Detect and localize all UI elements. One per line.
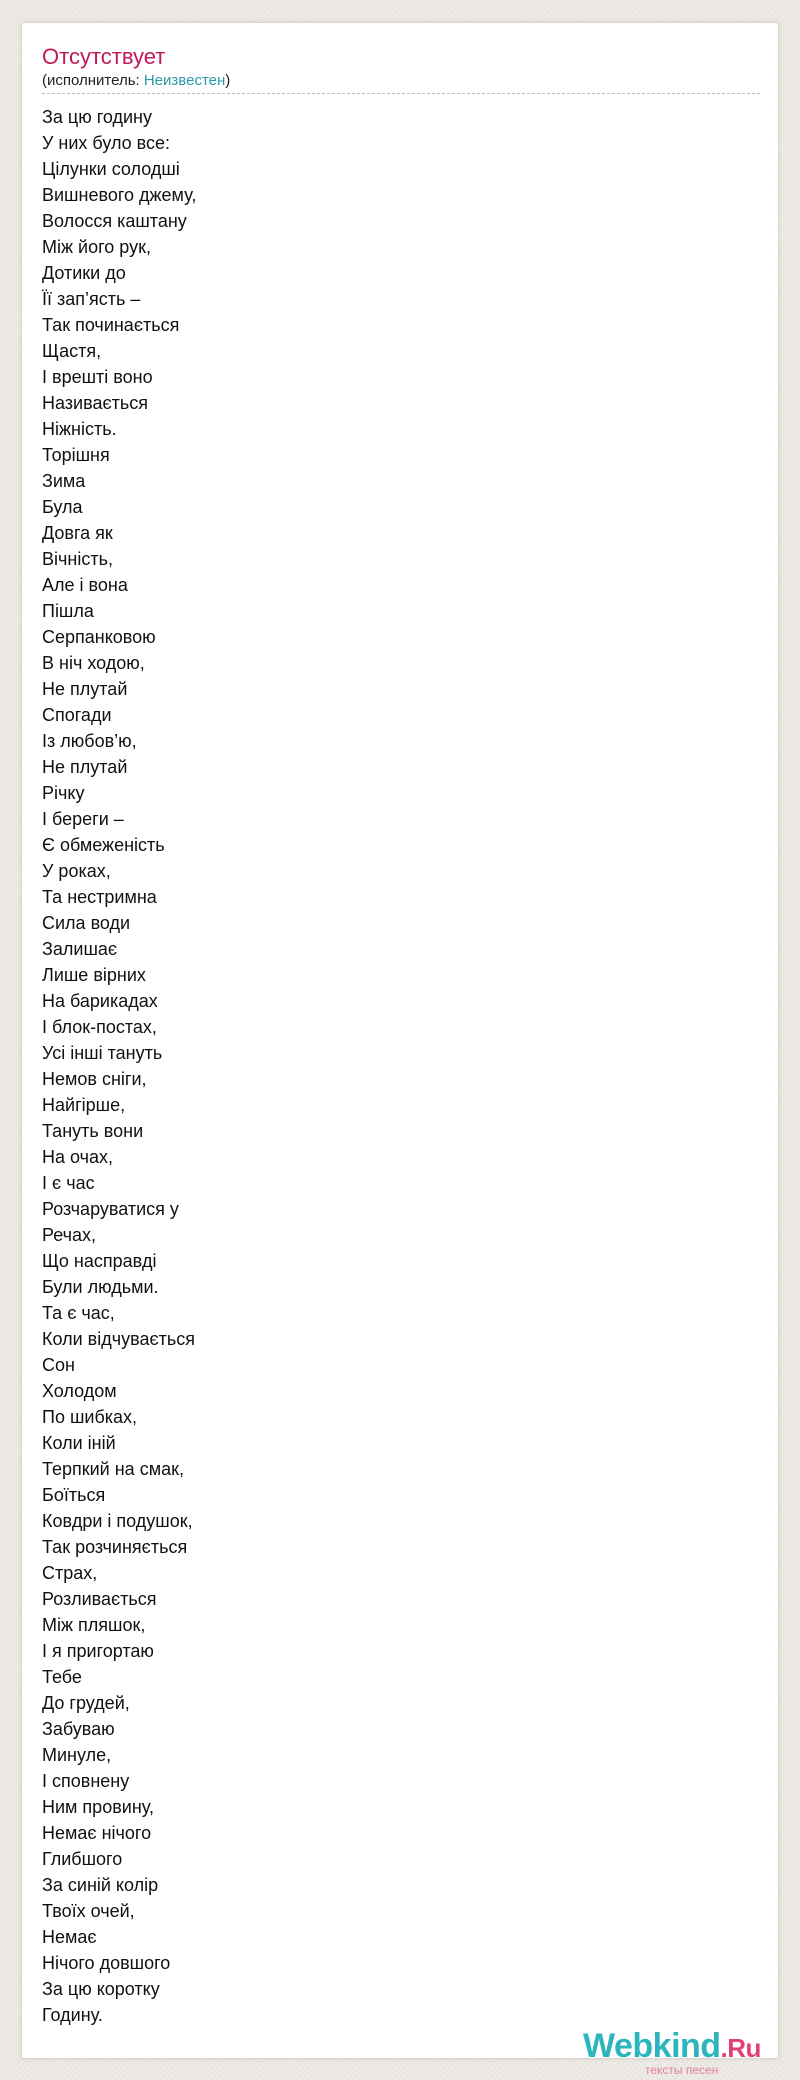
lyric-line: Торішня [42,445,110,465]
lyric-line: Її зап’ясть – [42,289,141,309]
lyric-line: До грудей, [42,1693,130,1713]
lyric-line: Коли відчувається [42,1329,196,1349]
lyric-line: Називається [42,393,149,413]
lyric-line: Холодом [42,1381,117,1401]
lyric-line: І сповнену [42,1771,130,1791]
lyric-line: Є обмеженість [42,835,165,855]
lyric-line: І блок-постах, [42,1017,157,1037]
artist-suffix: ) [225,72,231,89]
artist-prefix: (исполнитель: [42,72,144,89]
lyric-line: Ніжність. [42,419,117,439]
lyric-line: У роках, [42,861,111,881]
lyric-line: Щастя, [42,341,102,361]
lyric-line: І я пригортаю [42,1641,154,1661]
lyric-line: Між його рук, [42,237,151,257]
lyric-line: Немає нічого [42,1823,152,1843]
lyric-line: Страх, [42,1563,98,1583]
lyric-line: Ним провину, [42,1797,154,1817]
lyric-line: За цю коротку [42,1979,160,1999]
lyric-line: За синій колір [42,1875,159,1895]
lyric-line: Пішла [42,601,94,621]
lyric-line: Та є час, [42,1303,115,1323]
lyric-line: В ніч ходою, [42,653,145,673]
lyric-line: Цілунки солодші [42,159,180,179]
lyric-line: Розчаруватися у [42,1199,179,1219]
lyric-line: Так починається [42,315,180,335]
lyrics-card [21,22,779,2059]
lyric-line: І є час [42,1173,95,1193]
logo-tagline: тексты песен [645,2063,719,2077]
lyric-line: У них було все: [42,133,171,153]
lyric-line: Нічого довшого [42,1953,171,1973]
lyric-line: І врешті воно [42,367,153,387]
lyric-line: Серпанковою [42,627,156,647]
lyric-line: Що насправді [42,1251,157,1271]
lyric-line: Боїться [42,1485,106,1505]
lyric-line: Речах, [42,1225,97,1245]
lyric-line: Забуваю [42,1719,115,1739]
lyric-line: Із любов’ю, [42,731,137,751]
lyric-line: Тануть вони [42,1121,144,1141]
song-title: Отсутствует [42,44,166,69]
lyric-line: Зима [42,471,86,491]
lyric-line: Розливається [42,1589,157,1609]
lyric-line: Немов сніги, [42,1069,147,1089]
lyric-line: Тебе [42,1667,82,1687]
lyric-line: Спогади [42,705,112,725]
lyric-line: Минуле, [42,1745,112,1765]
lyric-line: По шибках, [42,1407,138,1427]
lyric-line: Немає [42,1927,97,1947]
lyric-line: Ковдри і подушок, [42,1511,193,1531]
artist-link[interactable]: Неизвестен [143,72,226,89]
lyric-line: Дотики до [42,263,126,283]
lyric-line: Вічність, [42,549,113,569]
logo-wordmark [583,2028,761,2066]
lyric-line: На барикадах [42,991,158,1011]
lyric-line: Твоїх очей, [42,1901,135,1921]
lyric-line: Лише вірних [42,965,146,985]
lyric-line: Не плутай [42,679,128,699]
lyric-line: Глибшого [42,1849,123,1869]
lyric-line: Вишневого джему, [42,185,197,205]
lyric-line: Коли іній [42,1433,116,1453]
lyric-line: Залишає [42,939,118,959]
lyric-line: Були людьми. [42,1277,159,1297]
lyric-line: Не плутай [42,757,128,777]
lyric-line: Та нестримна [42,887,157,907]
lyric-line: Годину. [42,2005,103,2025]
lyric-line: Усі інші тануть [42,1043,163,1063]
lyric-line: На очах, [42,1147,114,1167]
lyrics-text [42,104,196,2028]
lyric-line: Найгірше, [42,1095,126,1115]
title-divider [42,93,760,94]
lyric-line: Волосся каштану [42,211,187,231]
lyric-line: Терпкий на смак, [42,1459,184,1479]
logo-tld: .Ru [720,2033,761,2063]
artist-line [42,72,230,90]
lyric-line: За цю годину [42,107,152,127]
webkind-logo[interactable] [560,2028,760,2078]
lyric-line: Довга як [42,523,113,543]
lyric-line: Річку [42,783,85,803]
lyric-line: Між пляшок, [42,1615,146,1635]
lyric-line: Була [42,497,83,517]
lyric-line: І береги – [42,809,124,829]
logo-word: Webkind [583,2027,721,2065]
lyric-line: Сила води [42,913,131,933]
lyric-line: Так розчиняється [42,1537,188,1557]
lyric-line: Але і вона [42,575,128,595]
lyric-line: Сон [42,1355,75,1375]
